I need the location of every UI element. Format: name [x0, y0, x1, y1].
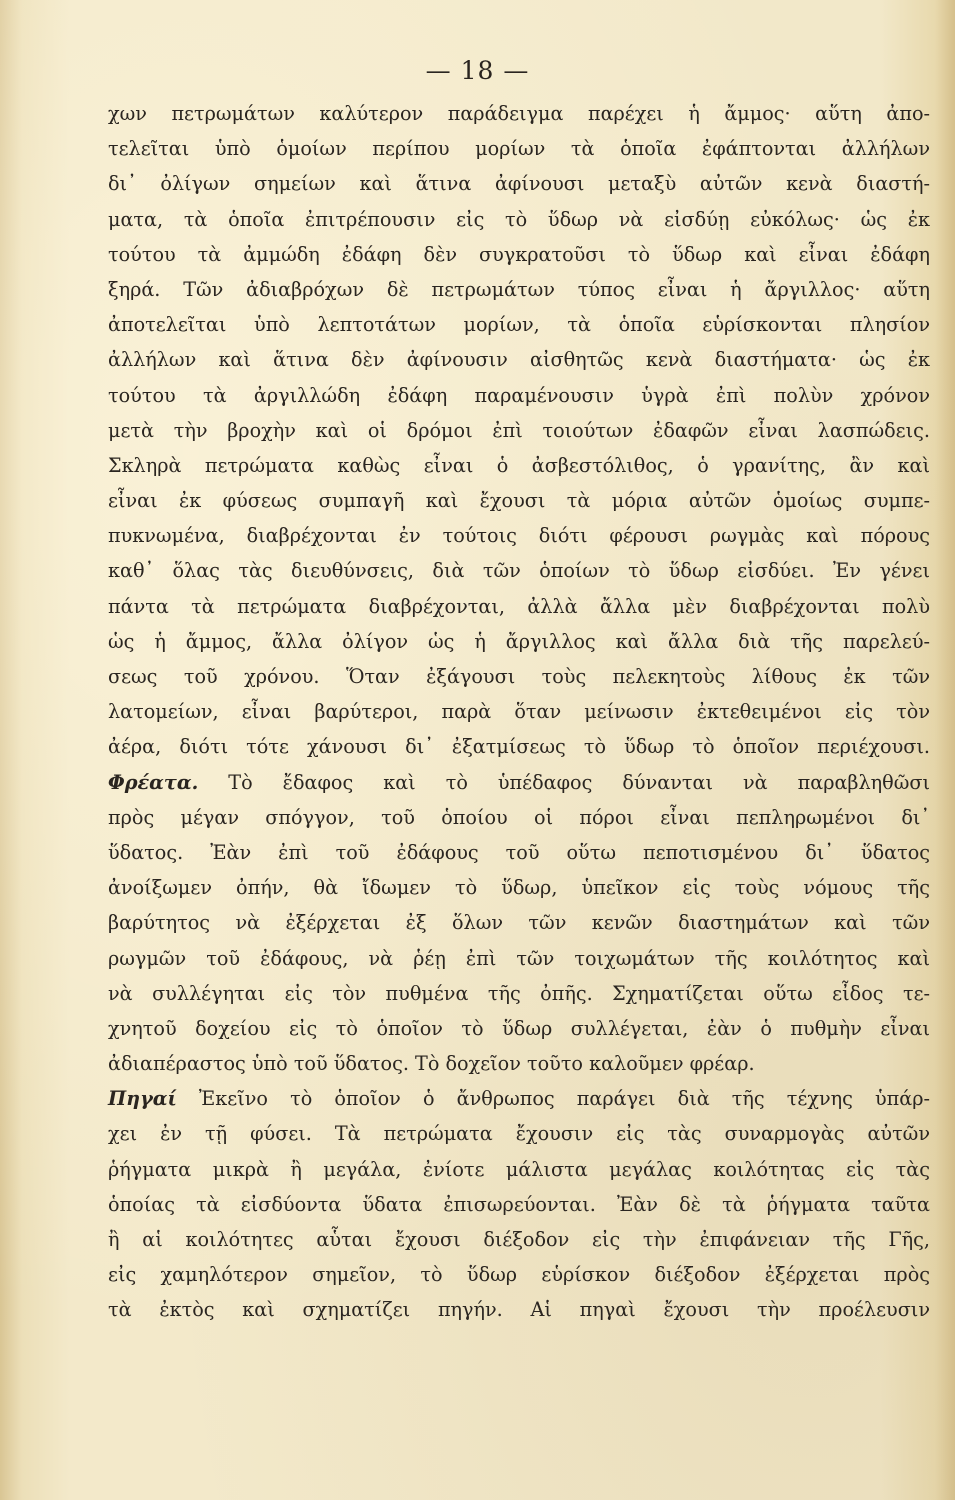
text-line: πρὸς μέγαν σπόγγον, τοῦ ὁποίου οἱ πόροι εἶναι πεπληρωμένοι δι᾽	[108, 805, 930, 829]
text-line: ρωγμῶν τοῦ ἐδάφους, νὰ ῥέῃ ἐπὶ τῶν τοιχωμάτων τῆς κοιλότητος καὶ	[108, 946, 930, 970]
text-line: τελεῖται ὑπὸ ὁμοίων περίπου μορίων τὰ ὁποῖα ἐφάπτονται ἀλλήλων	[108, 137, 930, 161]
freata-paragraph-first-line	[108, 765, 930, 800]
text-line: ὡς ἡ ἄμμος, ἄλλα ὀλίγον ὡς ἡ ἄργιλλος καὶ ἄλλα διὰ τῆς παρελεύ-	[108, 629, 930, 653]
text-line: πυκνωμένα, διαβρέχονται ἐν τούτοις διότι φέρουσι ρωγμὰς καὶ πόρους	[108, 524, 930, 548]
text-line: νὰ συλλέγηται εἰς τὸν πυθμένα τῆς ὀπῆς. Σχηματίζεται οὕτω εἶδος τε-	[108, 981, 930, 1005]
text-line: ὁποίας τὰ εἰσδύοντα ὕδατα ἐπισωρεύονται. Ἐὰν δὲ τὰ ῥήγματα ταῦτα	[108, 1192, 930, 1216]
page-number: — 18 —	[425, 56, 530, 85]
text-line: τούτου τὰ ἀργιλλώδη ἐδάφη παραμένουσιν ὑγρὰ ἐπὶ πολὺν χρόνον	[108, 383, 930, 407]
text-line: δι᾽ ὀλίγων σημείων καὶ ἅτινα ἀφίνουσι μεταξὺ αὐτῶν κενὰ διαστή-	[108, 172, 930, 196]
text-line: καθ᾽ ὅλας τὰς διευθύνσεις, διὰ τῶν ὁποίων τὸ ὕδωρ εἰσδύει. Ἐν γένει	[108, 559, 930, 583]
text-line: βαρύτητος νὰ ἐξέρχεται ἐξ ὅλων τῶν κενῶν διαστημάτων καὶ τῶν	[108, 911, 930, 935]
text-line: σεως τοῦ χρόνου. Ὅταν ἐξάγουσι τοὺς πελεκητοὺς λίθους ἐκ τῶν	[108, 665, 930, 688]
pigai-paragraph-first-line	[108, 1081, 930, 1116]
text-line: Σκληρὰ πετρώματα καθὼς εἶναι ὁ ἀσβεστόλιθος, ὁ γρανίτης, ἂν καὶ	[108, 453, 930, 477]
body-text	[108, 96, 930, 1328]
text-line: χνητοῦ δοχείου εἰς τὸ ὁποῖον τὸ ὕδωρ συλλέγεται, ἐὰν ὁ πυθμὴν εἶναι	[108, 1016, 930, 1040]
text-line: εἶναι ἐκ φύσεως συμπαγῆ καὶ ἔχουσι τὰ μόρια αὐτῶν ὁμοίως συμπε-	[108, 489, 930, 513]
text-line: λατομείων, εἶναι βαρύτεροι, παρὰ ὅταν μείνωσιν ἐκτεθειμένοι εἰς τὸν	[108, 700, 930, 724]
text-line: ἢ αἱ κοιλότητες αὗται ἔχουσι διέξοδον εἰς τὴν ἐπιφάνειαν τῆς Γῆς,	[108, 1228, 930, 1251]
text-line: ματα, τὰ ὁποῖα ἐπιτρέπουσιν εἰς τὸ ὕδωρ νὰ εἰσδύῃ εὐκόλως· ὡς ἐκ	[108, 207, 930, 231]
text-line: ὕδατος. Ἐὰν ἐπὶ τοῦ ἐδάφους τοῦ οὕτω πεποτισμένου δι᾽ ὕδατος	[108, 840, 930, 864]
text-line: χει ἐν τῇ φύσει. Τὰ πετρώματα ἔχουσιν εἰς τὰς συναρμογὰς αὐτῶν	[108, 1122, 930, 1146]
text-line: ἀλλήλων καὶ ἅτινα δὲν ἀφίνουσιν αἰσθητῶς κενὰ διαστήματα· ὡς ἐκ	[108, 348, 930, 372]
text-line: πάντα τὰ πετρώματα διαβρέχονται, ἀλλὰ ἄλλα μὲν διαβρέχονται πολὺ	[108, 594, 930, 618]
text-line: ἀνοίξωμεν ὀπήν, θὰ ἴδωμεν τὸ ὕδωρ, ὑπεῖκον εἰς τοὺς νόμους τῆς	[108, 876, 930, 900]
text-line: ἀδιαπέραστος ὑπὸ τοῦ ὕδατος. Τὸ δοχεῖον τοῦτο καλοῦμεν φρέαρ.	[108, 1052, 755, 1076]
text-line: ξηρά. Τῶν ἀδιαβρόχων δὲ πετρωμάτων τύπος εἶναι ἡ ἄργιλλος· αὕτη	[108, 277, 930, 301]
text-line: μετὰ τὴν βροχὴν καὶ οἱ δρόμοι ἐπὶ τοιούτων ἐδαφῶν εἶναι λασπώδεις.	[108, 418, 930, 442]
section-heading-pigai: Πηγαί	[108, 1087, 177, 1111]
text-line: ἀποτελεῖται ὑπὸ λεπτοτάτων μορίων, τὰ ὁποῖα εὑρίσκονται πλησίον	[108, 313, 930, 337]
text-line: τὰ ἐκτὸς καὶ σχηματίζει πηγήν. Αἱ πηγαὶ ἔχουσι τὴν προέλευσιν	[108, 1298, 930, 1322]
section-heading-freata: Φρέατα.	[108, 770, 199, 794]
text-line: χων πετρωμάτων καλύτερον παράδειγμα παρέχει ἡ ἄμμος· αὕτη ἀπο-	[108, 102, 930, 125]
text-line: ῥήγματα μικρὰ ἢ μεγάλα, ἐνίοτε μάλιστα μεγάλας κοιλότητας εἰς τὰς	[108, 1157, 930, 1181]
text-line: Ἐκεῖνο τὸ ὁποῖον ὁ ἄνθρωπος παράγει διὰ τῆς τέχνης ὑπάρ-	[176, 1087, 930, 1111]
text-line: εἰς χαμηλότερον σημεῖον, τὸ ὕδωρ εὑρίσκον διέξοδον ἐξέρχεται πρὸς	[108, 1263, 930, 1287]
text-line: ἀέρα, διότι τότε χάνουσι δι᾽ ἐξατμίσεως τὸ ὕδωρ τὸ ὁποῖον περιέχουσι.	[108, 735, 930, 759]
text-line: τούτου τὰ ἀμμώδη ἐδάφη δὲν συγκρατοῦσι τὸ ὕδωρ καὶ εἶναι ἐδάφη	[108, 242, 930, 266]
text-line: Τὸ ἔδαφος καὶ τὸ ὑπέδαφος δύνανται νὰ παραβληθῶσι	[198, 770, 930, 794]
